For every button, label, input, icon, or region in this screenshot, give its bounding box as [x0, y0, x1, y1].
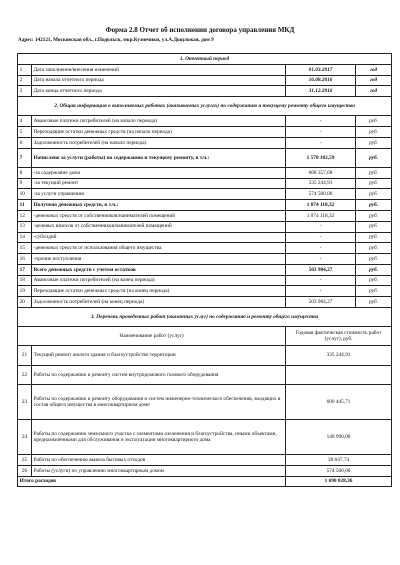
row-unit: руб.	[356, 254, 392, 265]
finance-row	[18, 275, 392, 286]
row-label: Дата заполнения/внесения изменений	[32, 64, 286, 75]
works-row	[18, 384, 392, 419]
row-value: 31.12.2016	[286, 86, 356, 97]
section-1-header	[18, 54, 392, 65]
row-label: Задолженность потребителей (на конец периода)	[32, 297, 286, 308]
finance-row	[18, 127, 392, 138]
row-label: -целевых взносов от собственников/нанимателей помещений	[32, 221, 286, 232]
row-value: 16.08.2016	[286, 75, 356, 86]
row-value: 503 984,27	[286, 264, 356, 275]
row-value: 1 074 118,32	[286, 210, 356, 221]
row-value: -	[286, 275, 356, 286]
row-unit: руб.	[356, 167, 392, 178]
row-number: 12	[18, 210, 32, 221]
row-number: 16	[18, 254, 32, 265]
row-value: 01.03.2017	[286, 64, 356, 75]
section-2-title: 2. Общая информация о выполняемых работах (оказываемых услугах) по содержанию и текущему ремонту общего имущества	[18, 97, 392, 116]
row-label: Работы по обеспечению вывоза бытовых отходов	[32, 455, 286, 466]
row-label: Работы по содержанию и ремонту оборудования и систем инженерно-технического обеспечения, входящих в состав общего имущества в многоквартирном доме	[32, 384, 286, 419]
row-unit: руб.	[356, 221, 392, 232]
row-unit: год	[356, 86, 392, 97]
section-3-header	[18, 308, 392, 327]
row-number: 4	[18, 116, 32, 127]
row-label: -денежных средств от собственников/нанимателей помещений	[32, 210, 286, 221]
row-value: 1 578 102,59	[286, 148, 356, 167]
row-number: 10	[18, 189, 32, 200]
period-row	[18, 86, 392, 97]
row-label: Задолженность потребителей (на начало периода)	[32, 137, 286, 148]
finance-row	[18, 148, 392, 167]
finance-row	[18, 210, 392, 221]
row-value: 335 244,91	[286, 346, 392, 365]
finance-row	[18, 221, 392, 232]
finance-row	[18, 137, 392, 148]
row-label: -за текущий ремонт	[32, 178, 286, 189]
finance-row	[18, 297, 392, 308]
row-value: -	[286, 221, 356, 232]
finance-row	[18, 167, 392, 178]
row-unit: руб.	[356, 243, 392, 254]
row-number: 9	[18, 178, 32, 189]
row-label: Получено денежных средств, в т.ч.:	[32, 200, 286, 211]
row-label: Дата конца отчетного периода	[32, 86, 286, 97]
row-number: 14	[18, 232, 32, 243]
works-row	[18, 455, 392, 466]
finance-row	[18, 189, 392, 200]
row-unit: руб.	[356, 116, 392, 127]
row-unit: руб.	[356, 275, 392, 286]
row-value: 574 500,00	[286, 465, 392, 476]
row-label: Переходящие остатки денежных средств (на начало периода)	[32, 127, 286, 138]
row-value	[286, 365, 392, 384]
row-number: 7	[18, 148, 32, 167]
total-value: 1 690 028,36	[286, 476, 392, 487]
row-value: -	[286, 254, 356, 265]
row-number: 20	[18, 297, 32, 308]
row-number: 25	[18, 455, 32, 466]
finance-row	[18, 200, 392, 211]
row-value: 1 074 118,32	[286, 200, 356, 211]
col-name-header: Наименование работ (услуг)	[18, 327, 286, 346]
row-value: -	[286, 243, 356, 254]
row-number: 22	[18, 365, 32, 384]
row-number: 13	[18, 221, 32, 232]
row-value: -	[286, 137, 356, 148]
row-label: Авансовые платежи потребителей (на конец периода)	[32, 275, 286, 286]
row-number: 3	[18, 86, 32, 97]
finance-row	[18, 232, 392, 243]
works-row	[18, 465, 392, 476]
row-value: -	[286, 232, 356, 243]
row-value: 140 990,00	[286, 419, 392, 454]
total-label: Итого расходов	[18, 476, 286, 487]
section-2-header	[18, 97, 392, 116]
row-number: 24	[18, 419, 32, 454]
row-label: -за услуги управления	[32, 189, 286, 200]
finance-row	[18, 286, 392, 297]
row-number: 15	[18, 243, 32, 254]
row-value: -	[286, 116, 356, 127]
row-number: 2	[18, 75, 32, 86]
row-value: 335 244,91	[286, 178, 356, 189]
row-label: Работы по содержанию и ремонту систем внутридомового газового оборудования	[32, 365, 286, 384]
period-row	[18, 75, 392, 86]
row-unit: руб.	[356, 189, 392, 200]
row-number: 5	[18, 127, 32, 138]
row-label: Всего денежных средств с учетом остатков	[32, 264, 286, 275]
row-value: -	[286, 286, 356, 297]
works-row	[18, 365, 392, 384]
row-number: 23	[18, 384, 32, 419]
row-unit: год	[356, 75, 392, 86]
row-label: -прочие поступления	[32, 254, 286, 265]
row-label: -за содержание дома	[32, 167, 286, 178]
col-cost-header: Годовая фактическая стоимость работ (услуг), руб.	[286, 327, 392, 346]
row-unit: руб.	[356, 137, 392, 148]
row-label: Начислено за услуги (работы) по содержанию и текущему ремонту, в т.ч.:	[32, 148, 286, 167]
row-label: Работы по содержанию земельного участка с элементами озеленения и благоустройства, иными объектами, предназначенными для обслуживания и эксплуатации многоквартирного дома	[32, 419, 286, 454]
address-line: Адрес: 142121, Московская обл., г.Подольск, мкр.Кузнечики, ул.А.Дощложая, дом 9	[18, 37, 214, 43]
works-header-row	[18, 327, 392, 346]
row-unit: руб.	[356, 264, 392, 275]
row-unit: руб.	[356, 178, 392, 189]
form-title: Форма 2.8 Отчет об исполнении договора управления МКД	[105, 26, 295, 34]
row-number: 19	[18, 286, 32, 297]
report-table	[17, 53, 392, 487]
row-unit: руб.	[356, 286, 392, 297]
row-unit: руб.	[356, 210, 392, 221]
row-number: 8	[18, 167, 32, 178]
row-label: Авансовые платежи потребителей (на начало периода)	[32, 116, 286, 127]
finance-row	[18, 116, 392, 127]
row-unit: руб.	[356, 200, 392, 211]
row-unit: руб.	[356, 127, 392, 138]
section-3-title: 3. Перечень проведенных работ (оказанных услуг) по содержанию и ремонту общего имущества	[18, 308, 392, 327]
row-label: Текущий ремонт жилого здания и благоустройство территории	[32, 346, 286, 365]
finance-row	[18, 178, 392, 189]
section-1-header-title: 1. Отчетный период	[18, 54, 392, 65]
finance-row	[18, 254, 392, 265]
row-number: 11	[18, 200, 32, 211]
row-value: 600 445,71	[286, 384, 392, 419]
works-row	[18, 346, 392, 365]
finance-row	[18, 264, 392, 275]
row-value: 668 357,68	[286, 167, 356, 178]
period-row	[18, 64, 392, 75]
row-value: 503 984,27	[286, 297, 356, 308]
finance-row	[18, 243, 392, 254]
row-number: 26	[18, 465, 32, 476]
row-label: Переходящие остатки денежных средств (на конец периода)	[32, 286, 286, 297]
row-label: -субсидий	[32, 232, 286, 243]
row-unit: руб.	[356, 297, 392, 308]
row-unit: год	[356, 64, 392, 75]
row-number: 21	[18, 346, 32, 365]
row-label: -денежных средств от использования общего имущества	[32, 243, 286, 254]
row-number: 6	[18, 137, 32, 148]
row-value: 574 500,00	[286, 189, 356, 200]
row-value: 38 847,74	[286, 455, 392, 466]
row-value: -	[286, 127, 356, 138]
row-number: 1	[18, 64, 32, 75]
row-number: 17	[18, 264, 32, 275]
row-label: Работы (услуги) по управлению многоквартирным домом	[32, 465, 286, 476]
row-number: 18	[18, 275, 32, 286]
row-unit: руб.	[356, 232, 392, 243]
works-row	[18, 419, 392, 454]
total-row	[18, 476, 392, 487]
row-unit: руб.	[356, 148, 392, 167]
row-label: Дата начала отчетного периода	[32, 75, 286, 86]
